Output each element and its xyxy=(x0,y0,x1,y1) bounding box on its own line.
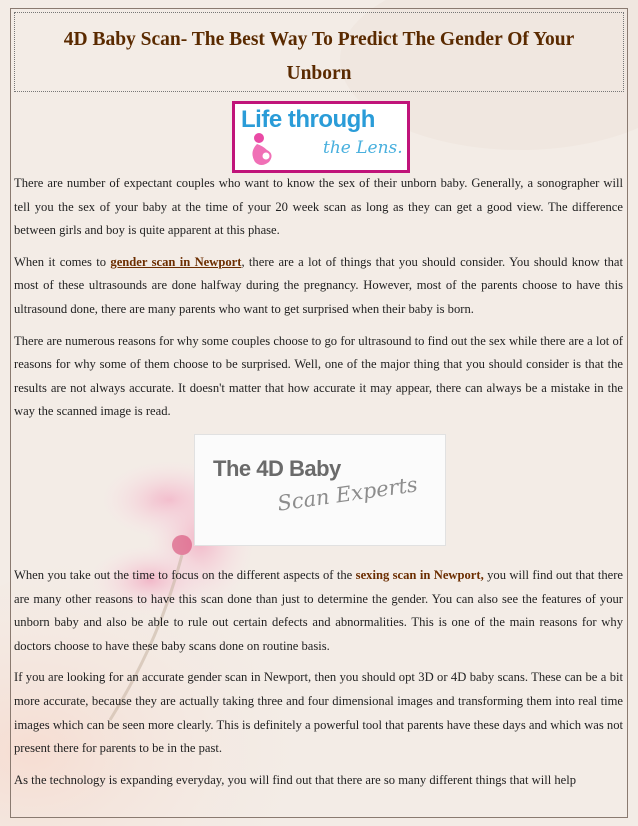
paragraph-4-text: When you take out the time to focus on the different aspects of the xyxy=(14,567,356,582)
paragraph-2 xyxy=(14,251,623,322)
paragraph-4 xyxy=(14,564,623,658)
paragraph-5: If you are looking for an accurate gender scan in Newport, then you should opt 3D or 4D baby scans. These can be a bit more accurate, because they are actually taking three and four dimensional images and transforming them into real time images which can be seen more clearly. This is definitely a powerful tool that parents have these days and which was not present there for parents to be in the past. xyxy=(14,670,623,756)
paragraph-6: As the technology is expanding everyday, you will find out that there are so many different things that will help xyxy=(14,772,577,787)
paragraph-2-text-2: , there are a lot of things that you should consider. You should know that most of these ultrasounds are done halfway during the pregnancy. However, most of the parents choose to have this ultrasound done, there are many parents who want to get surprised when their baby is born. xyxy=(14,254,623,316)
sexing-scan-keyword: sexing scan in Newport, xyxy=(355,567,484,582)
logo-top-line1: Life through xyxy=(241,106,375,133)
logo-mid-line2: Scan Experts xyxy=(275,472,420,516)
title-box xyxy=(14,12,624,92)
paragraph-2-text: When it comes to xyxy=(14,254,111,269)
paragraph-1: There are number of expectant couples who want to know the sex of their unborn baby. Generally, a sonographer will tell you the sex of your baby at the time of your 20 week scan as long as they can get a good view. The difference between girls and boy is quite apparent at this phase. xyxy=(14,176,623,238)
4d-baby-scan-experts-logo xyxy=(194,434,446,546)
paragraph-3: There are numerous reasons for why some couples choose to go for ultrasound to find out the sex while there are a lot of reasons for why some of them choose to be surprised. Well, one of the major thing that you should consider is that the results are not always accurate. It doesn't matter that how accurate it may appear, there can always be a mistake in the way the scanned image is read. xyxy=(14,333,623,419)
logo-top-line2: the Lens. xyxy=(323,138,403,158)
article-body xyxy=(14,172,623,796)
pregnant-mother-icon xyxy=(245,132,285,168)
life-through-the-lens-logo xyxy=(232,101,410,173)
paragraph-4-text-2: you will find out that there are many other reasons to have this scan done than just to determine the gender. You can also see the features of your unborn baby and also be able to rule out certain defects and abnormalities. This is one of the main reasons for why doctors choose to have these baby scans done on routine basis. xyxy=(14,567,623,653)
spacer xyxy=(14,546,623,564)
gender-scan-link[interactable]: gender scan in Newport xyxy=(110,254,242,269)
logo-mid-line1: The 4D Baby xyxy=(213,455,341,481)
page-title: 4D Baby Scan- The Best Way To Predict The Gender Of Your Unborn xyxy=(63,29,575,84)
